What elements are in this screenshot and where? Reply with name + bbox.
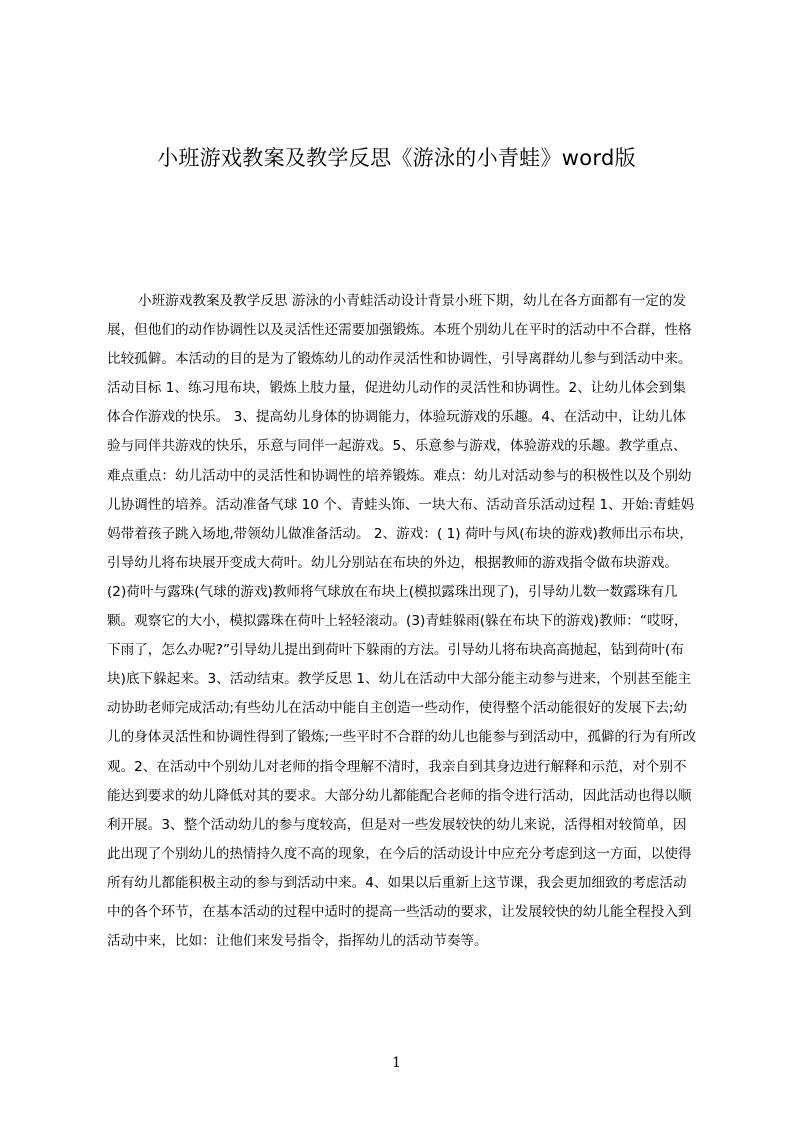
document-title: 小班游戏教案及教学反思《游泳的小青蛙》word版 [157, 146, 636, 170]
page-number: 1 [392, 1055, 401, 1071]
body-paragraph: 小班游戏教案及教学反思 游泳的小青蛙活动设计背景小班下期，幼儿在各方面都有一定的发展，但他们的动作协调性以及灵活性还需要加强锻炼。本班个别幼儿在平时的活动中不合群，性格比较孤僻。本活动的目的是为了锻炼幼儿的动作灵活性和协调性，引导离群幼儿参与到活动中来。活动目标 1、练习甩布块，锻炼上肢力量，促进幼儿动作的灵活性和协调性。2、让幼儿体会到集体合作游戏的快乐。 3、提高幼儿身体的协调能力，体验玩游戏的乐趣。4、在活动中，让幼儿体验与同伴共游戏的快乐，乐意与同伴一起游戏。5、乐意参与游戏，体验游戏的乐趣。教学重点、难点重点：幼儿活动中的灵活性和协调性的培养锻炼。难点：幼儿对活动参与的积极性以及个别幼儿协调性的培养。活动准备气球 10 个、青蛙头饰、一块大布、活动音乐活动过程 1、开始:青蛙妈妈带着孩子跳入场地,带领幼儿做准备活动。 2、游戏：( 1) 荷叶与风(布块的游戏)教师出示布块，引导幼儿将布块展开变成大荷叶。幼儿分别站在布块的外边，根据教师的游戏指令做布块游戏。(2)荷叶与露珠(气球的游戏)教师将气球放在布块上(模拟露珠出现了)，引导幼儿数一数露珠有几颗。观察它的大小，模拟露珠在荷叶上轻轻滚动。(3)青蛙躲雨(躲在布块下的游戏)教师：“哎呀，下雨了，怎么办呢?”引导幼儿提出到荷叶下躲雨的方法。引导幼儿将布块高高抛起，钻到荷叶(布块)底下躲起来。3、活动结束。教学反思 1、幼儿在活动中大部分能主动参与进来，个别甚至能主动协助老师完成活动;有些幼儿在活动中能自主创造一些动作，使得整个活动能很好的发展下去;幼儿的身体灵活性和协调性得到了锻炼;一些平时不合群的幼儿也能参与到活动中，孤僻的行为有所改观。2、在活动中个别幼儿对老师的指令理解不清时，我亲自到其身边进行解释和示范，对个别不能达到要求的幼儿降低对其的要求。大部分幼儿都能配合老师的指令进行活动，因此活动也得以顺利开展。3、整个活动幼儿的参与度较高，但是对一些发展较快的幼儿来说，活得相对较简单，因此出现了个别幼儿的热情持久度不高的现象，在今后的活动设计中应充分考虑到这一方面，以使得所有幼儿都能积极主动的参与到活动中来。4、如果以后重新上这节课，我会更加细致的考虑活动中的各个环节，在基本活动的过程中适时的提高一些活动的要求，让发展较快的幼儿能全程投入到活动中来，比如：让他们来发号指令，指挥幼儿的活动节奏等。 [107, 293, 697, 950]
